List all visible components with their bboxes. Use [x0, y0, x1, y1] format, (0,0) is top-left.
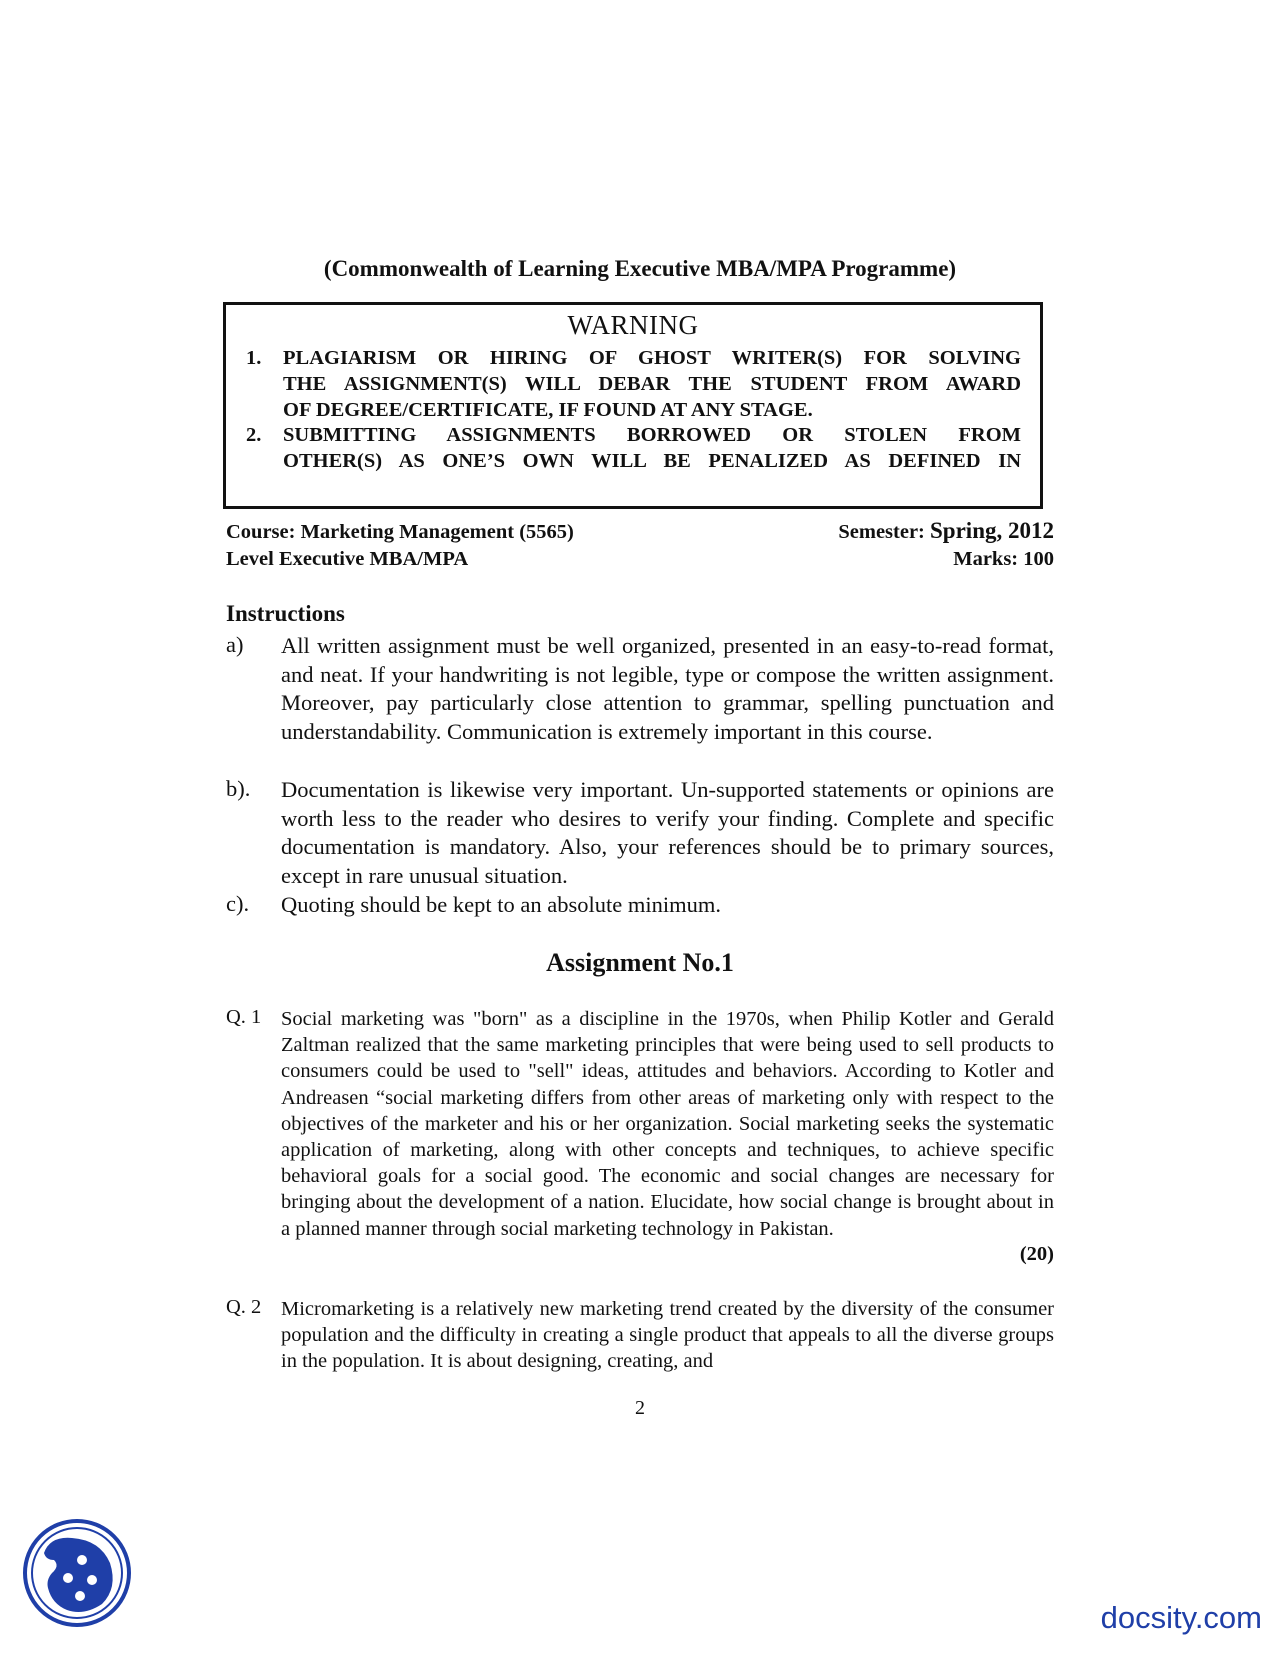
question-body: Social marketing was "born" as a discipline in the 1970s, when Philip Kotler and Gerald Zaltman realized that the same marketing principles that were being used to sell products to consumers could be used to "sell" ideas, attitudes and behaviors. According to Kotler and Andreasen “social marketing differs from other areas of marketing only with respect to the objectives of the marketer and his or her organization. Social marketing seeks the systematic application of marketing, along with other concepts and techniques, to achieve specific behavioral goals for a social good. The economic and social changes are necessary for bringing about the development of a nation. Elucidate, how social change is brought about in a planned manner through social marketing technology in Pakistan. [281, 1008, 1054, 1240]
warning-item-number: 2. [246, 424, 262, 446]
semester-info [838, 518, 1054, 544]
course-level: Level Executive MBA/MPA [226, 548, 469, 570]
instruction-text: Documentation is likewise very important. Un-supported statements or opinions are worth less to the reader who desires to verify your finding. Complete and specific documentation is mandatory. Also, your references should be to primary sources, except in rare unusual situation. [281, 777, 1054, 889]
warning-line: OTHER(S) AS ONE’S OWN WILL BE PENALIZED AS DEFINED IN [283, 450, 1021, 472]
warning-line: THE ASSIGNMENT(S) WILL DEBAR THE STUDENT FROM AWARD [283, 373, 1021, 395]
page-heading: (Commonwealth of Learning Executive MBA/MPA Programme) [323, 256, 957, 281]
question-label: Q. 1 [226, 1006, 262, 1028]
question-text: Micromarketing is a relatively new marketing trend created by the diversity of the consumer population and the difficulty in creating a single product that appeals to all the diverse groups in the population. It is about designing, creating, and [281, 1298, 1054, 1373]
warning-box [223, 302, 1043, 509]
docsity-logo-icon [22, 1518, 132, 1628]
question-marks: (20) [1019, 1243, 1054, 1265]
warning-item-number: 1. [246, 347, 262, 369]
warning-line: OF DEGREE/CERTIFICATE, IF FOUND AT ANY STAGE. [283, 399, 813, 421]
warning-item-text [283, 422, 1021, 474]
course-name: Course: Marketing Management (5565) [226, 521, 574, 543]
total-marks: Marks: 100 [953, 548, 1054, 570]
semester-value: Spring, 2012 [930, 518, 1054, 543]
warning-line: SUBMITTING ASSIGNMENTS BORROWED OR STOLEN FROM [283, 424, 1021, 446]
semester-label: Semester: [838, 521, 925, 543]
warning-line: PLAGIARISM OR HIRING OF GHOST WRITER(S) FOR SOLVING [283, 347, 1021, 369]
instruction-label: c). [226, 891, 250, 916]
instruction-text: All written assignment must be well organized, presented in an easy-to-read format, and neat. If your handwriting is not legible, type or compose the written assignment. Moreover, pay particularly close attention to grammar, spelling punctuation and understandability. Communication is extremely important in this course. [281, 633, 1054, 745]
warning-item-2 [246, 422, 1021, 474]
warning-item-1 [246, 345, 1021, 423]
question-label: Q. 2 [226, 1296, 262, 1318]
brand-link[interactable]: docsity.com [1100, 1600, 1262, 1635]
assignment-title: Assignment No.1 [546, 948, 734, 977]
instructions-title: Instructions [226, 601, 345, 626]
instruction-text: Quoting should be kept to an absolute minimum. [281, 892, 721, 917]
instruction-label: a) [226, 632, 244, 657]
question-text [281, 1006, 1054, 1242]
warning-title: WARNING [567, 310, 699, 340]
instruction-label: b). [226, 776, 251, 801]
page-number: 2 [635, 1397, 645, 1419]
warning-item-text [283, 345, 1021, 423]
